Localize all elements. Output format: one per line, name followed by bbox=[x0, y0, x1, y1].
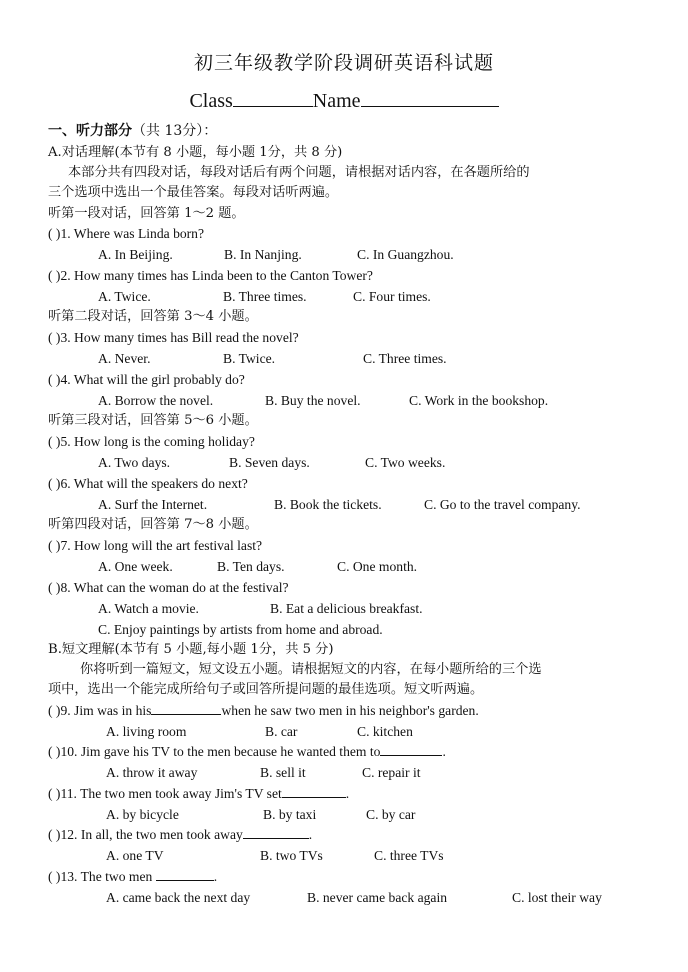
question-stem-end: . bbox=[308, 827, 313, 842]
question-text: ( )3. How many times has Bill read the novel? bbox=[48, 330, 299, 345]
option-a[interactable]: A. In Beijing. bbox=[98, 247, 173, 262]
question-stem: ( )12. In all, the two men took away bbox=[48, 827, 243, 842]
option-a[interactable]: A. living room bbox=[106, 724, 187, 739]
part-a-title: A.对话理解(本节有 8 小题，每小题 1分，共 8 分) bbox=[48, 145, 343, 160]
option-a[interactable]: A. Borrow the novel. bbox=[98, 393, 214, 408]
option-a[interactable]: A. Two days. bbox=[98, 455, 171, 470]
option-a[interactable]: A. Never. bbox=[98, 351, 151, 366]
section-heading bbox=[48, 122, 648, 141]
option-c[interactable]: C. repair it bbox=[362, 765, 421, 780]
option-b[interactable]: B. sell it bbox=[260, 765, 306, 780]
option-c[interactable]: C. Go to the travel company. bbox=[424, 497, 581, 512]
option-b[interactable]: B. Seven days. bbox=[229, 455, 310, 470]
question-text: ( )1. Where was Linda born? bbox=[48, 226, 205, 241]
option-b[interactable]: B. Three times. bbox=[223, 289, 307, 304]
option-c[interactable]: C. Two weeks. bbox=[365, 455, 446, 470]
part-b-instruction: 你将听到一篇短文，短文设五小题。请根据短文的内容，在每小题所给的三个选 bbox=[80, 662, 542, 677]
option-b[interactable]: B. Book the tickets. bbox=[274, 497, 382, 512]
option-c[interactable]: C. kitchen bbox=[357, 724, 413, 739]
dialog-heading: 听第二段对话，回答第 3～4 小题。 bbox=[48, 309, 258, 324]
option-b[interactable]: B. car bbox=[265, 724, 298, 739]
part-a-instruction: 本部分共有四段对话，每段对话后有两个问题，请根据对话内容，在各题所给的 bbox=[68, 165, 530, 180]
option-a[interactable]: A. one TV bbox=[106, 848, 164, 863]
part-b-title: B.短文理解(本节有 5 小题,每小题 1分，共 5 分) bbox=[48, 642, 334, 657]
question-text: ( )5. How long is the coming holiday? bbox=[48, 434, 255, 449]
option-c[interactable]: C. lost their way bbox=[512, 890, 602, 905]
name-label: Name bbox=[312, 90, 361, 112]
option-a[interactable]: A. One week. bbox=[98, 559, 173, 574]
answer-blank[interactable] bbox=[156, 867, 214, 881]
class-name-line bbox=[0, 88, 688, 113]
dialog-heading: 听第四段对话，回答第 7～8 小题。 bbox=[48, 517, 258, 532]
class-label: Class bbox=[189, 90, 233, 112]
answer-blank[interactable] bbox=[380, 742, 442, 756]
question-text bbox=[48, 867, 648, 886]
dialog-heading: 听第三段对话，回答第 5～6 小题。 bbox=[48, 413, 258, 428]
option-a[interactable]: A. throw it away bbox=[106, 765, 198, 780]
question-text: ( )8. What can the woman do at the festival? bbox=[48, 580, 289, 595]
option-a[interactable]: A. by bicycle bbox=[106, 807, 179, 822]
option-a[interactable]: A. Watch a movie. bbox=[98, 601, 199, 616]
page-title: 初三年级教学阶段调研英语科试题 bbox=[193, 52, 494, 74]
class-blank[interactable] bbox=[233, 88, 313, 107]
part-a-instruction: 三个选项中选出一个最佳答案。每段对话听两遍。 bbox=[48, 185, 339, 200]
question-stem-end: when he saw two men in his neighbor's garden. bbox=[221, 703, 479, 718]
question-text: ( )7. How long will the art festival last? bbox=[48, 538, 263, 553]
part-b-instruction: 项中，选出一个能完成所给句子或回答所提问题的最佳选项。短文听两遍。 bbox=[48, 682, 484, 697]
answer-blank[interactable] bbox=[151, 701, 221, 715]
option-c[interactable]: C. Four times. bbox=[353, 289, 431, 304]
option-b[interactable]: B. by taxi bbox=[263, 807, 317, 822]
question-stem: ( )10. Jim gave his TV to the men because he wanted them to bbox=[48, 744, 381, 759]
option-b[interactable]: B. Eat a delicious breakfast. bbox=[270, 601, 423, 616]
option-c[interactable]: C. One month. bbox=[337, 559, 418, 574]
name-blank[interactable] bbox=[361, 88, 499, 107]
question-text: ( )6. What will the speakers do next? bbox=[48, 476, 248, 491]
section-heading-text: 一、听力部分 bbox=[48, 123, 132, 139]
option-b[interactable]: B. two TVs bbox=[260, 848, 323, 863]
question-stem: ( )13. The two men bbox=[48, 869, 156, 884]
question-stem-end: . bbox=[442, 744, 446, 759]
option-c[interactable]: C. In Guangzhou. bbox=[357, 247, 454, 262]
option-c[interactable]: C. three TVs bbox=[374, 848, 444, 863]
option-a[interactable]: A. Twice. bbox=[98, 289, 151, 304]
option-b[interactable]: B. Buy the novel. bbox=[265, 393, 361, 408]
option-c[interactable]: C. Three times. bbox=[363, 351, 447, 366]
section-heading-score: （共 13分）： bbox=[132, 123, 218, 139]
dialog-heading: 听第一段对话，回答第 1～2 题。 bbox=[48, 206, 245, 221]
question-stem: ( )11. The two men took away Jim's TV set bbox=[48, 786, 282, 801]
option-b[interactable]: B. Ten days. bbox=[217, 559, 285, 574]
option-a[interactable]: A. Surf the Internet. bbox=[98, 497, 208, 512]
question-text bbox=[48, 825, 648, 844]
answer-blank[interactable] bbox=[243, 825, 309, 839]
question-text bbox=[48, 742, 648, 761]
question-stem: ( )9. Jim was in his bbox=[48, 703, 152, 718]
option-a[interactable]: A. came back the next day bbox=[106, 890, 251, 905]
option-c[interactable]: C. by car bbox=[366, 807, 416, 822]
option-b[interactable]: B. never came back again bbox=[307, 890, 448, 905]
question-text bbox=[48, 701, 648, 720]
option-c[interactable]: C. Enjoy paintings by artists from home and abroad. bbox=[98, 622, 383, 637]
question-text bbox=[48, 784, 648, 803]
question-text: ( )4. What will the girl probably do? bbox=[48, 372, 245, 387]
question-stem-end: . bbox=[345, 786, 350, 801]
answer-blank[interactable] bbox=[282, 784, 346, 798]
option-b[interactable]: B. Twice. bbox=[223, 351, 276, 366]
question-text: ( )2. How many times has Linda been to the Canton Tower? bbox=[48, 268, 373, 283]
option-b[interactable]: B. In Nanjing. bbox=[224, 247, 302, 262]
option-c[interactable]: C. Work in the bookshop. bbox=[409, 393, 549, 408]
question-stem-end: . bbox=[213, 869, 218, 884]
